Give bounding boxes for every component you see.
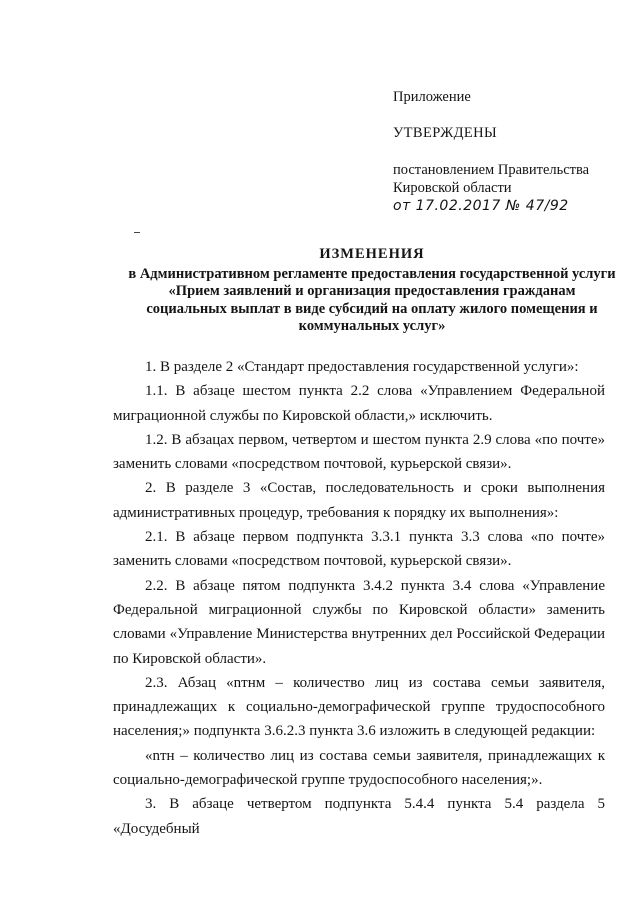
paragraph-2-1: 2.1. В абзаце первом подпункта 3.3.1 пункта 3.3 слова «по почте» заменить словами «посредством почтовой, курьерской связи».: [113, 529, 605, 570]
document-heading: [128, 246, 616, 336]
paragraph-2-3-quote: «nтн – количество лиц из состава семьи заявителя, принадлежащих к социально-демографической группе трудоспособного населения;».: [113, 747, 605, 789]
paragraph-1: 1. В разделе 2 «Стандарт предоставления государственной услуги»:: [145, 359, 579, 375]
document-body: [113, 355, 605, 841]
paragraph-2-2: 2.2. В абзаце пятом подпункта 3.4.2 пункта 3.4 слова «Управление Федеральной миграционной службы по Кировской области» заменить словами «Управление Министерства внутренних дел Российской Федерации по Кировской области».: [113, 577, 605, 667]
paragraph-2: 2. В разделе 3 «Состав, последовательность и сроки выполнения административных процедур, требования к порядку их выполнения»:: [113, 480, 605, 521]
margin-dash-mark: [134, 232, 140, 233]
paragraph-1-1: 1.1. В абзаце шестом пункта 2.2 слова «Управлением Федеральной миграционной службы по Кировской области,» исключить.: [113, 383, 605, 424]
paragraph-1-2: 1.2. В абзацах первом, четвертом и шестом пункта 2.9 слова «по почте» заменить словами «посредством почтовой, курьерской связи».: [113, 431, 605, 473]
approved-label: УТВЕРЖДЕНЫ: [393, 125, 498, 141]
decree-line-1: постановлением Правительства: [393, 162, 590, 178]
decree-date-number: от 17.02.2017 № 47/92: [393, 198, 569, 214]
document-title: ИЗМЕНЕНИЯ: [319, 246, 425, 262]
document-subtitle: в Административном регламенте предоставления государственной услуги «Прием заявлений и организация предоставления гражданам социальных выплат в виде субсидий на оплату жилого помещения и коммунальных услуг»: [128, 265, 616, 334]
decree-line-2: Кировской области: [393, 180, 512, 196]
appendix-label: Приложение: [393, 89, 471, 105]
paragraph-3: 3. В абзаце четвертом подпункта 5.4.4 пункта 5.4 раздела 5 «Досудебный: [113, 796, 605, 837]
approval-block: [393, 88, 623, 215]
paragraph-2-3: 2.3. Абзац «nтнм – количество лиц из состава семьи заявителя, принадлежащих к социально-демографической группе трудоспособного населения;» подпункта 3.6.2.3 пункта 3.6 изложить в следующей редакции:: [113, 674, 605, 740]
